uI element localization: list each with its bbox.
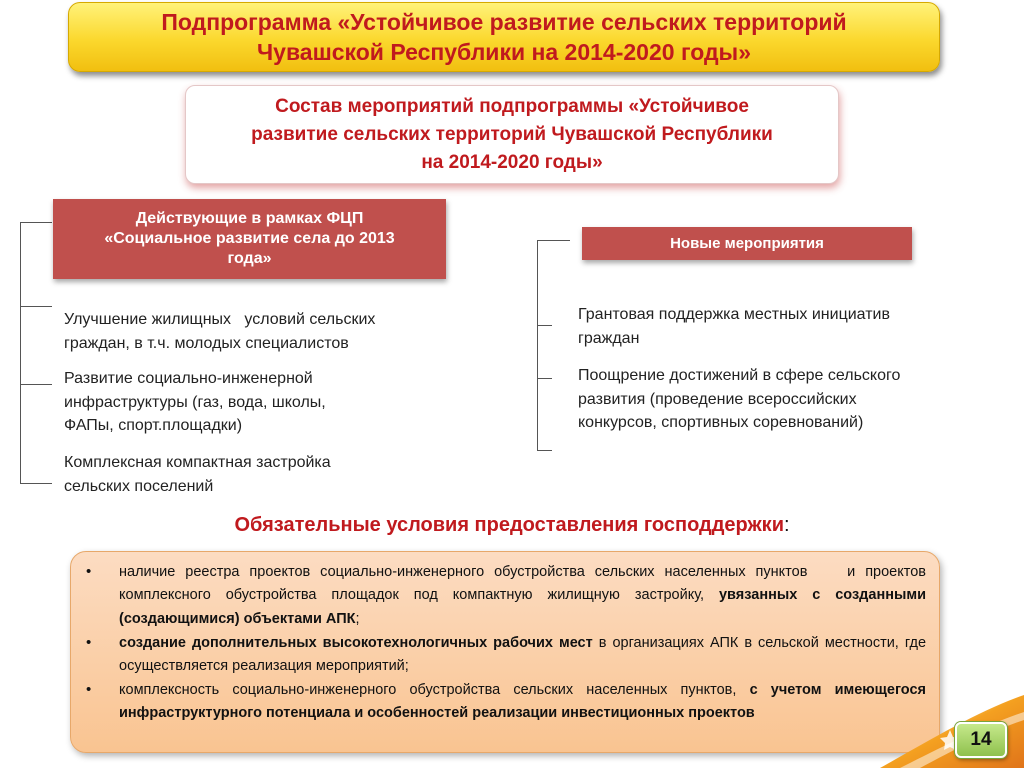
bullet-1: • (86, 563, 92, 580)
left-tree-branch-4 (20, 483, 52, 484)
condition-item-registry (119, 561, 931, 631)
condition-2-text: в организациях АПК в сельской местности, где осуществляется реализация мероприятий; (119, 635, 927, 675)
right-tree-branch-2 (537, 325, 552, 326)
right-item-achievements-line3: конкурсов, спортивных соревнований) (578, 414, 864, 431)
conditions-box (70, 551, 940, 753)
condition-3-text: комплексность социально-инженерного обустройства сельских населенных пунктов, (119, 682, 750, 698)
right-tree-branch-1 (537, 240, 570, 241)
subtitle-line1: Состав мероприятий подпрограммы «Устойчивое (275, 95, 749, 117)
slide-title-line1: Подпрограмма «Устойчивое развитие сельских территорий (161, 9, 847, 35)
condition-item-complexity (119, 679, 926, 726)
left-item-compact-line1: Комплексная компактная застройка (64, 454, 331, 471)
left-tree-vertical-line (20, 222, 21, 484)
left-item-housing-line2: граждан, в т.ч. молодых специалистов (64, 334, 349, 352)
left-tree-branch-3 (20, 384, 52, 385)
condition-1-text-after: ; (355, 610, 360, 627)
condition-item-jobs (119, 632, 926, 679)
left-item-housing-line1: Улучшение жилищных условий сельских (64, 311, 376, 328)
fcp-measures-header (53, 199, 446, 279)
slide-title-banner (68, 2, 940, 72)
left-item-compact-line2: сельских поселений (64, 477, 214, 495)
condition-3-bold: с учетом имеющегося инфраструктурного потенциала и особенностей реализации инвестиционных проектов (119, 682, 926, 722)
condition-1-text: наличие реестра проектов социально-инженерного обустройства сельских населенных пунктов и проектов комплексного обустройства площадок под компактную жилищную застройку, (119, 564, 931, 604)
conditions-heading-text: Обязательные условия предоставления господдержки (234, 514, 784, 536)
conditions-heading-colon: : (783, 514, 790, 536)
left-tree-branch-1 (20, 222, 52, 223)
right-item-grant-line2: граждан (578, 329, 640, 347)
right-item-grant-line1: Грантовая поддержка местных инициатив (578, 306, 890, 323)
left-item-infrastructure (64, 367, 464, 438)
right-tree-branch-4 (537, 450, 552, 451)
fcp-header-line3: года» (227, 250, 272, 267)
fcp-header-line2: «Социальное развитие села до 2013 (104, 230, 395, 247)
left-item-infrastructure-line1: Развитие социально-инженерной (64, 370, 313, 387)
subtitle-box (185, 85, 839, 184)
condition-2-bold: создание дополнительных высокотехнологичных рабочих мест (119, 635, 593, 651)
left-item-infrastructure-line2: инфраструктуры (газ, вода, школы, (64, 393, 326, 411)
bullet-3: • (86, 681, 92, 698)
new-measures-header: Новые мероприятия (582, 227, 912, 260)
slide-title-line2: Чувашской Республики на 2014-2020 годы» (257, 39, 751, 65)
conditions-heading (0, 514, 1024, 537)
page-number-badge: 14 (955, 722, 1007, 758)
left-tree-branch-2 (20, 306, 52, 307)
left-item-housing (64, 308, 464, 355)
fcp-header-line1: Действующие в рамках ФЦП (135, 210, 364, 227)
condition-1-bold: увязанных с созданными (создающимися) объектами АПК (119, 587, 926, 627)
bullet-2: • (86, 634, 92, 651)
left-item-infrastructure-line3: ФАПы, спорт.площадки) (64, 417, 243, 434)
left-item-compact-building (64, 451, 464, 498)
subtitle-line2: развитие сельских территорий Чувашской Республики (251, 123, 773, 145)
right-tree-vertical-line (537, 240, 538, 450)
subtitle-line3: на 2014-2020 годы» (421, 151, 603, 173)
right-item-achievements-line2: развития (проведение всероссийских (578, 390, 857, 408)
right-tree-branch-3 (537, 378, 552, 379)
right-item-achievements-line1: Поощрение достижений в сфере сельского (578, 367, 901, 384)
right-item-grant-support (578, 303, 998, 350)
right-item-achievements (578, 364, 998, 435)
